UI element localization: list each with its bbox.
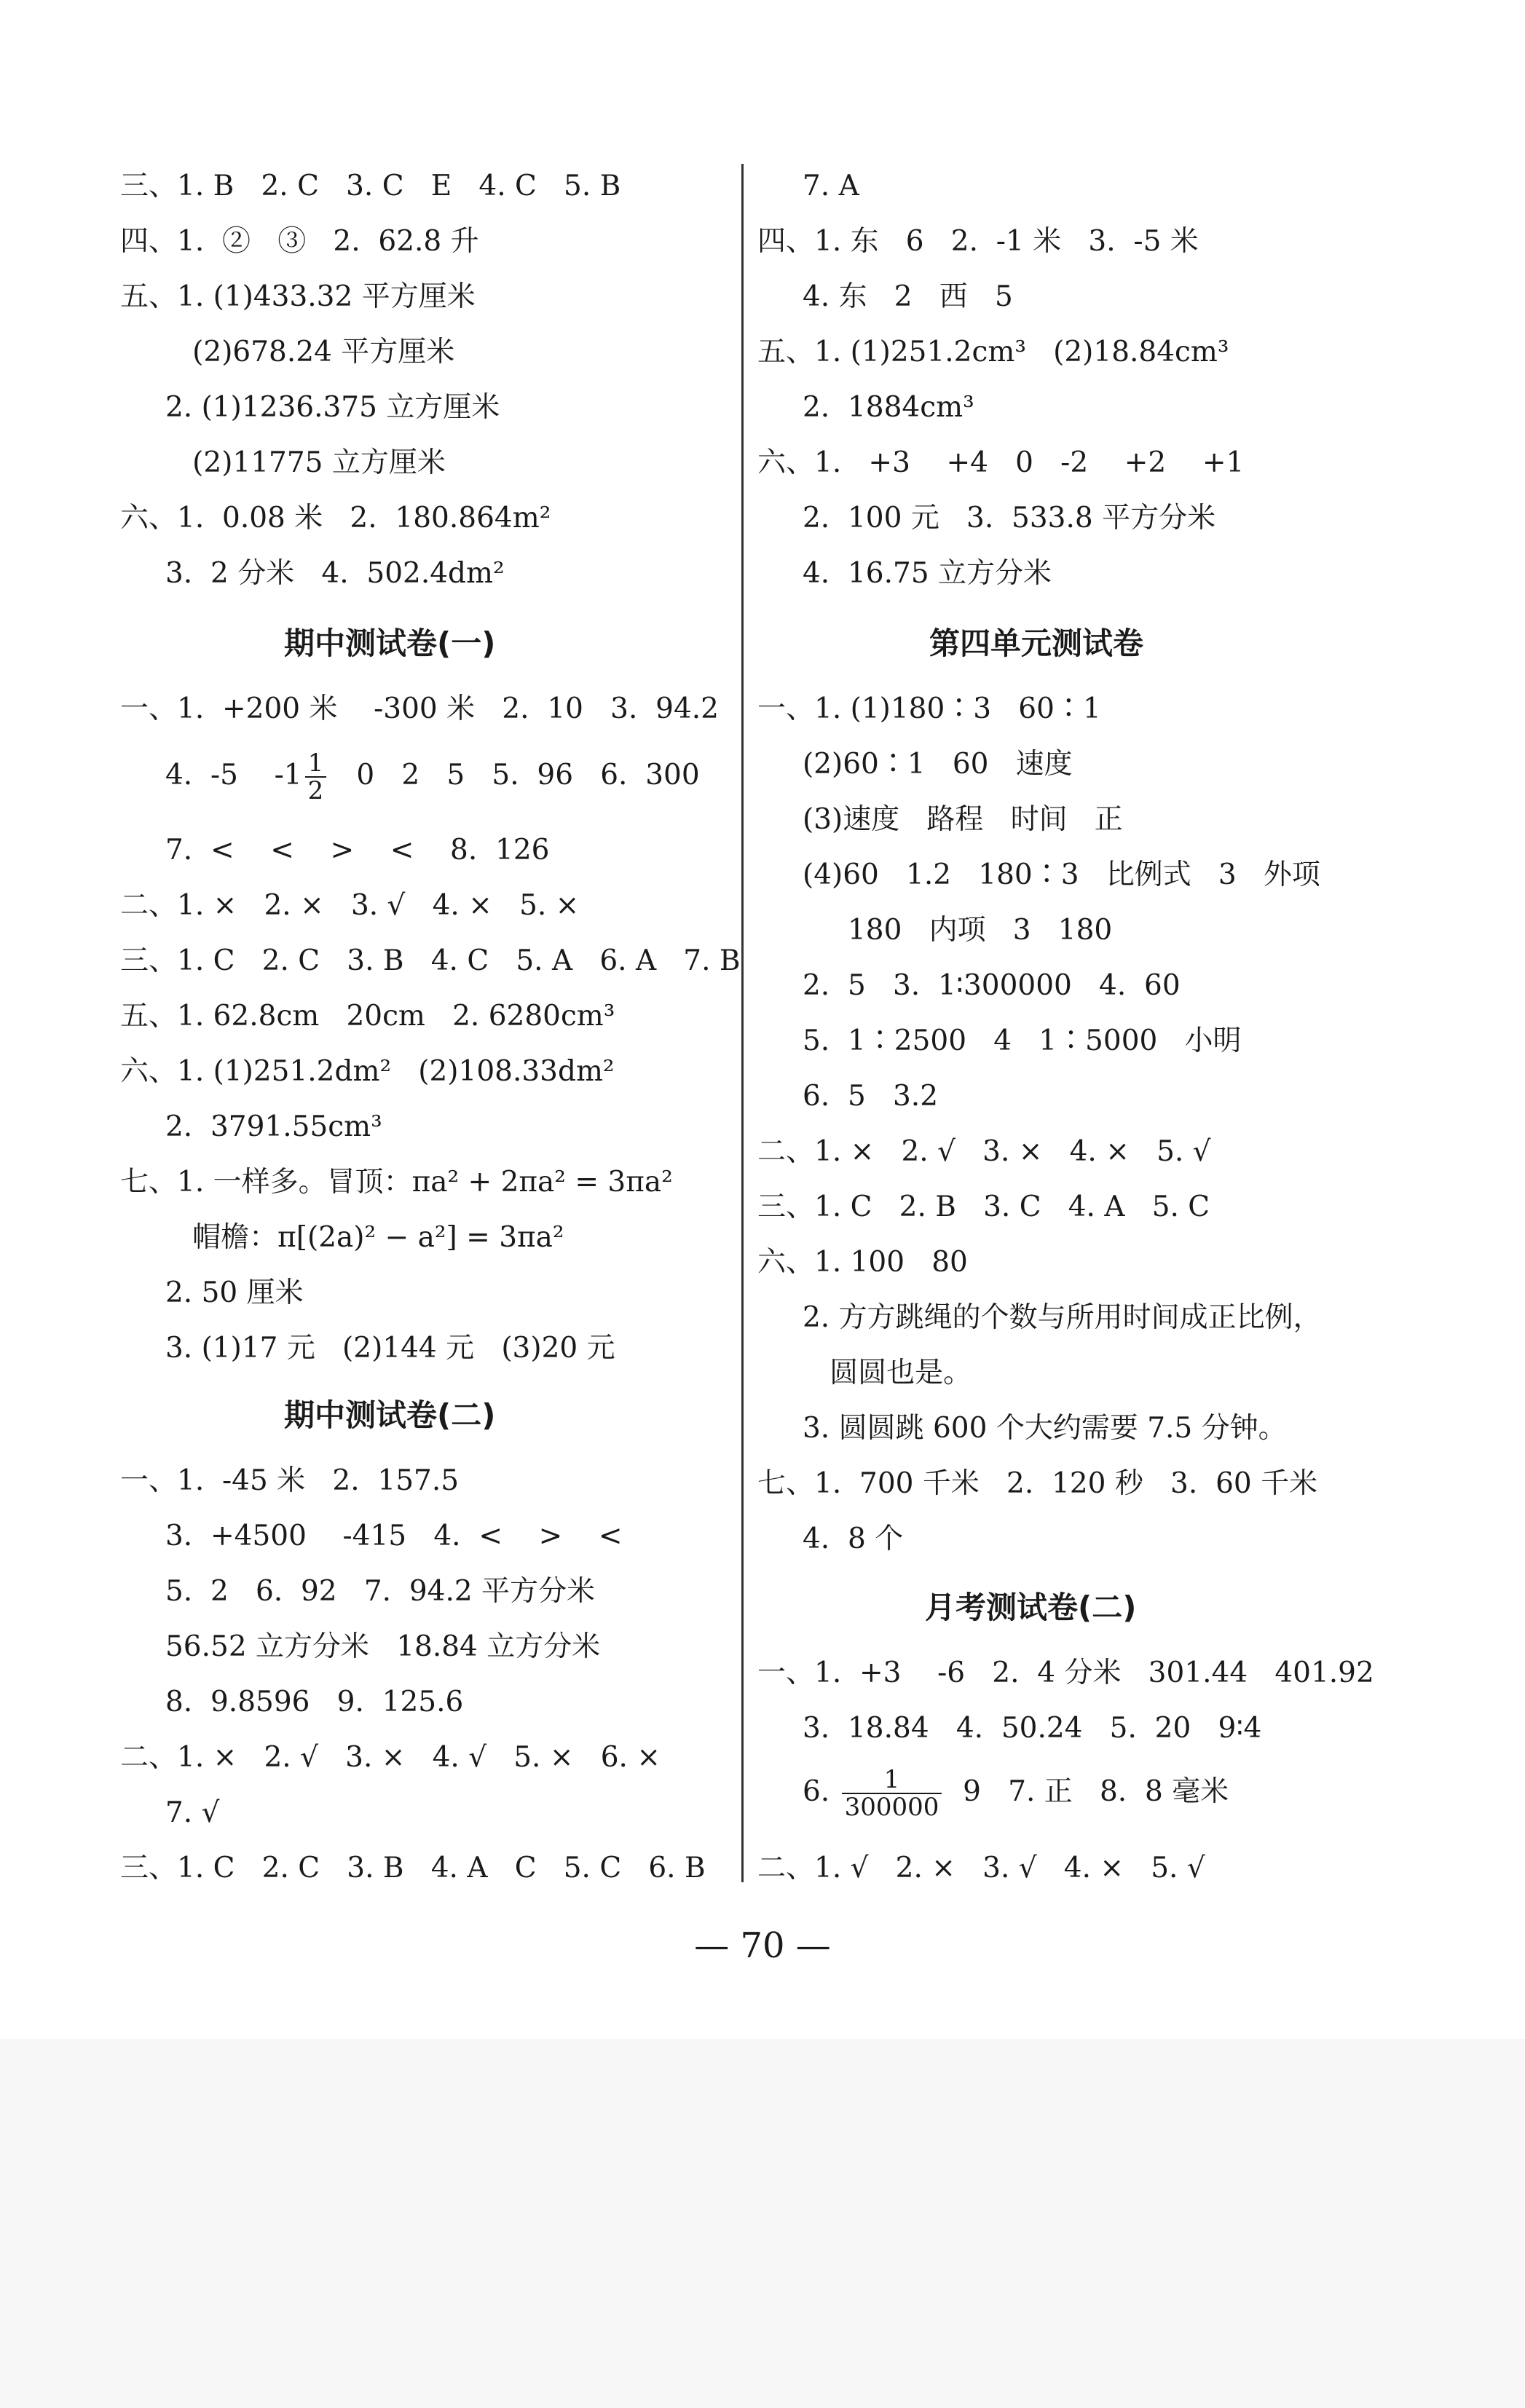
answer-line: 三、1. C 2. B 3. C 4. A 5. C [757,1191,1210,1223]
answer-line: 3. 圆圆跳 600 个大约需要 7.5 分钟。 [757,1412,1287,1445]
answer-line-with-fraction [757,1766,1229,1820]
answer-line: 180 内项 3 180 [757,914,1113,947]
section-heading-midterm-2: 期中测试卷(二) [284,1397,496,1433]
answer-line: 三、1. C 2. C 3. B 4. C 5. A 6. A 7. B [120,944,741,977]
fraction-numerator: 1 [842,1766,942,1794]
answer-line: 4. 东 2 西 5 [757,280,1013,313]
fraction-line-after: 0 2 5 5. 96 6. 300 [329,759,700,792]
answer-line: 5. 2 6. 92 7. 94.2 平方分米 [120,1575,596,1608]
answer-line: 六、1. (1)251.2dm² (2)108.33dm² [120,1055,615,1088]
answer-line: 五、1. 62.8cm 20cm 2. 6280cm³ [120,1000,615,1033]
answer-line: 2. 方方跳绳的个数与所用时间成正比例， [757,1301,1322,1334]
answer-line: 一、1. (1)180∶3 60∶1 [757,692,1101,725]
answer-line: 5. 1∶2500 4 1∶5000 小明 [757,1025,1242,1057]
answer-line: 一、1. +200 米 -300 米 2. 10 3. 94.2 [120,692,719,725]
fraction-denominator: 300000 [844,1793,939,1822]
answer-line: 2. 1884cm³ [757,391,974,424]
answer-line: 2. (1)1236.375 立方厘米 [120,391,500,424]
section-heading-monthly-2: 月考测试卷(二) [925,1590,1137,1625]
page-bottom-shade [0,2039,1525,2408]
answer-line: 五、1. (1)433.32 平方厘米 [120,280,476,313]
answer-line: 圆圆也是。 [757,1357,972,1389]
answer-line: 3. +4500 -415 4. < > < [120,1520,623,1552]
answer-line: 五、1. (1)251.2cm³ (2)18.84cm³ [757,336,1229,368]
fraction-denominator: 2 [307,776,324,805]
fraction-line-before: 4. -5 -1 [120,759,302,792]
answer-line: 4. 16.75 立方分米 [757,557,1052,590]
answer-line: 2. 50 厘米 [120,1276,304,1309]
section-heading-midterm-1: 期中测试卷(一) [284,625,496,661]
answer-line: 三、1. B 2. C 3. C E 4. C 5. B [120,170,621,202]
answer-line: 4. 8 个 [757,1523,904,1555]
column-divider [741,164,744,1882]
answer-line: 六、1. 0.08 米 2. 180.864m² [120,502,551,534]
answer-line: 七、1. 700 千米 2. 120 秒 3. 60 千米 [757,1467,1318,1500]
answer-line: 二、1. × 2. × 3. √ 4. × 5. × [120,889,580,922]
answer-line: 2. 5 3. 1∶300000 4. 60 [757,969,1181,1002]
answer-line: 二、1. × 2. √ 3. × 4. √ 5. × 6. × [120,1741,661,1774]
answer-line: 七、1. 一样多。冒顶：πa² + 2πa² = 3πa² [120,1166,673,1199]
answer-line: (3)速度 路程 时间 正 [757,803,1123,836]
answer-line: 3. 18.84 4. 50.24 5. 20 9∶4 [757,1712,1262,1745]
answer-line: 2. 100 元 3. 533.8 平方分米 [757,502,1216,534]
answer-line: 6. 5 3.2 [757,1080,939,1113]
answer-line: (2)678.24 平方厘米 [120,336,455,368]
fraction [842,1766,942,1820]
answer-line: 3. (1)17 元 (2)144 元 (3)20 元 [120,1332,615,1365]
fraction [305,750,327,804]
answer-line-with-fraction [120,750,700,804]
answer-line: 二、1. √ 2. × 3. √ 4. × 5. √ [757,1852,1205,1884]
fraction-line-after: 9 7. 正 8. 8 毫米 [945,1775,1229,1808]
answer-line: 7. A [757,170,859,202]
page-number: — 70 — [694,1925,831,1966]
answer-line: 8. 9.8596 9. 125.6 [120,1686,464,1718]
fraction-numerator: 1 [305,750,327,778]
fraction-line-before: 6. [757,1775,839,1808]
answer-line: 7. < < > < 8. 126 [120,834,550,867]
answer-line: 帽檐：π[(2a)² − a²] = 3πa² [120,1221,564,1254]
answer-line: 二、1. × 2. √ 3. × 4. × 5. √ [757,1135,1211,1168]
answer-line: 一、1. +3 -6 2. 4 分米 301.44 401.92 [757,1657,1374,1689]
answer-line: 四、1. ② ③ 2. 62.8 升 [120,225,479,258]
section-heading-unit-4: 第四单元测试卷 [929,625,1144,661]
answer-line: 7. √ [120,1796,220,1829]
answer-line: 56.52 立方分米 18.84 立方分米 [120,1630,601,1663]
answer-line: 四、1. 东 6 2. -1 米 3. -5 米 [757,225,1199,258]
answer-line: (2)11775 立方厘米 [120,446,446,479]
answer-line: 六、1. 100 80 [757,1246,968,1279]
answer-line: (4)60 1.2 180∶3 比例式 3 外项 [757,858,1320,891]
answer-line: 一、1. -45 米 2. 157.5 [120,1464,460,1497]
answer-line: 三、1. C 2. C 3. B 4. A C 5. C 6. B [120,1852,706,1884]
answer-line: 3. 2 分米 4. 502.4dm² [120,557,505,590]
answer-line: 六、1. +3 +4 0 -2 +2 +1 [757,446,1245,479]
answer-line: (2)60∶1 60 速度 [757,748,1073,781]
answer-line: 2. 3791.55cm³ [120,1110,382,1143]
